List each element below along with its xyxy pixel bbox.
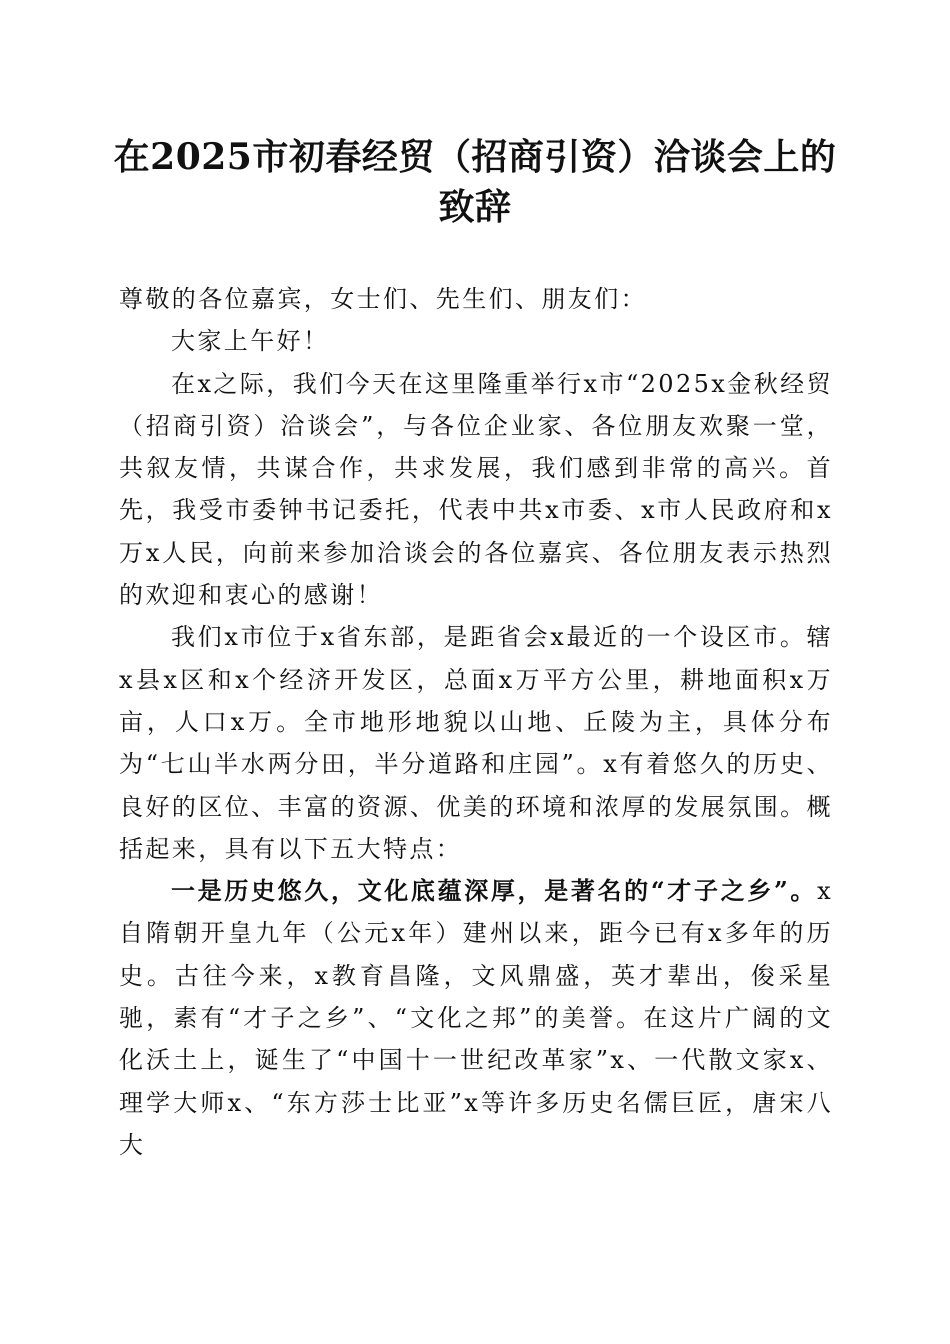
paragraph-history [119, 870, 833, 1166]
document-title [110, 132, 840, 232]
salutation: 尊敬的各位嘉宾，女士们、先生们、朋友们： [119, 285, 647, 313]
title-line-2: 致辞 [438, 186, 512, 228]
paragraph-history-body: x自隋朝开皇九年（公元x年）建州以来，距今已有x多年的历史。古往今来，x教育昌隆，文风鼎盛，英才辈出，俊采星驰，素有“才子之乡”、“文化之邦”的美誉。在这片广阔的文化沃土上，诞生了“中国十一世纪改革家”x、一代散文家x、理学大师x、“东方莎士比亚”x等许多历史名儒巨匠，唐宋八大 [119, 877, 833, 1159]
paragraph-history-lead: 一是历史悠久，文化底蕴深厚，是著名的“才子之乡”。 [171, 876, 818, 906]
document-body [119, 278, 833, 1166]
paragraph-city-overview: 我们x市位于x省东部，是距省会x最近的一个设区市。辖x县x区和x个经济开发区，总面x万平方公里，耕地面积x万亩，人口x万。全市地形地貌以山地、丘陵为主，具体分布为“七山半水两分田，半分道路和庄园”。x有着悠久的历史、良好的区位、丰富的资源、优美的环境和浓厚的发展氛围。概括起来，具有以下五大特点： [119, 623, 833, 863]
title-line-1: 在2025市初春经贸（招商引资）洽谈会上的 [113, 136, 837, 178]
paragraph-welcome: 在x之际，我们今天在这里隆重举行x市“2025x金秋经贸（招商引资）洽谈会”，与各位企业家、各位朋友欢聚一堂，共叙友情，共谋合作，共求发展，我们感到非常的高兴。首先，我受市委钟书记委托，代表中共x市委、x市人民政府和x万x人民，向前来参加洽谈会的各位嘉宾、各位朋友表示热烈的欢迎和衷心的感谢！ [119, 369, 833, 610]
greeting: 大家上午好！ [171, 327, 330, 356]
